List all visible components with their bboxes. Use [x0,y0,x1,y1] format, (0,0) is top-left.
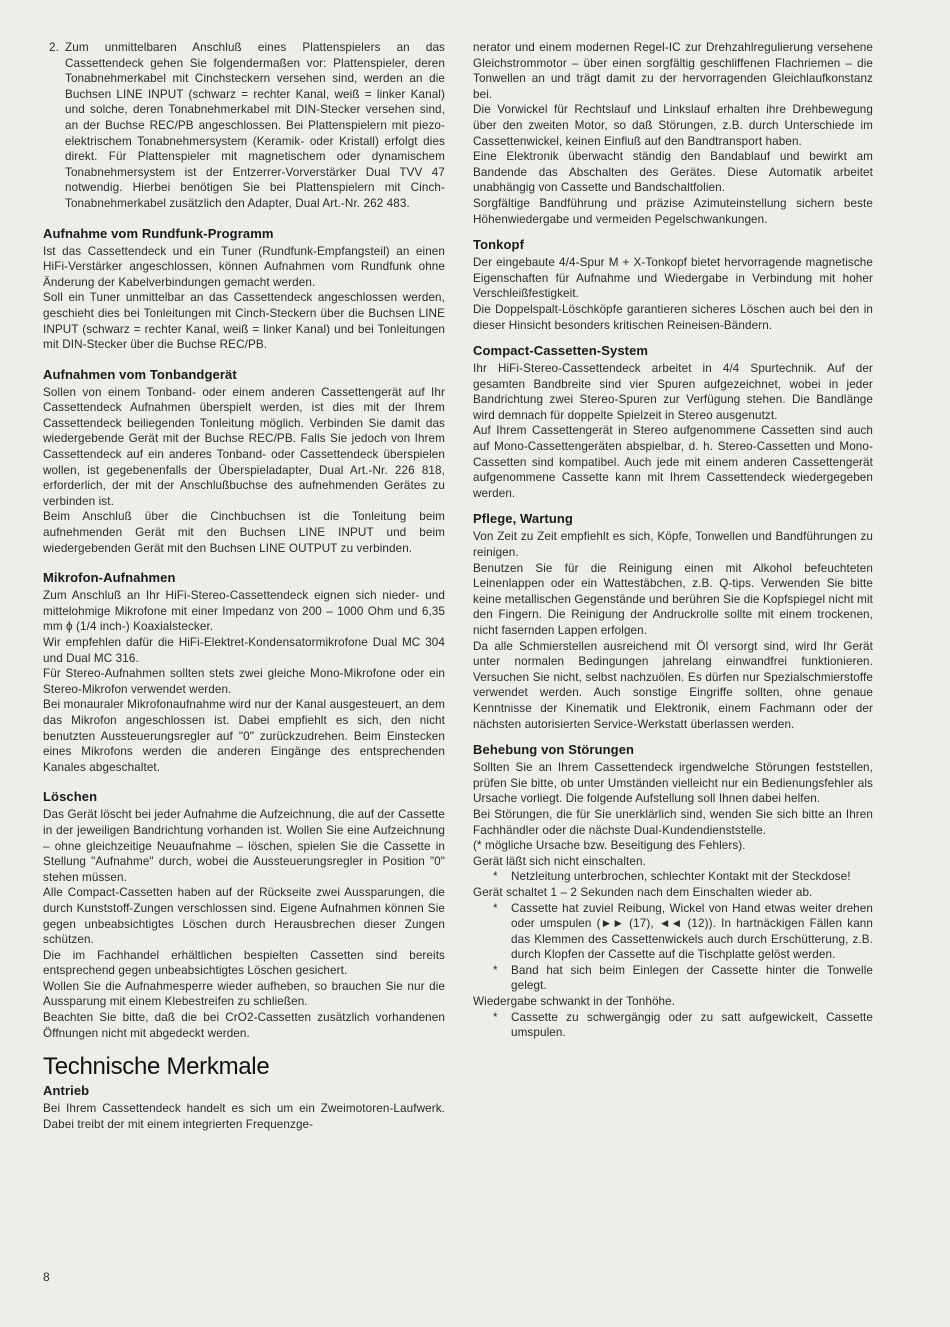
fault-line: Gerät schaltet 1 – 2 Sekunden nach dem Einschalten wieder ab. [473,885,813,899]
item-text: Zum unmittelbaren Anschluß eines Plattenspielers an das Cassettendeck gehen Sie folgendermaßen vor: Plattenspieler, deren Tonabnehmerkabel mit Cinchsteckern versehen sind, werden an die Buchsen LINE INPUT (schwarz = rechter Kanal, weiß = linker Kanal) und solche, deren Tonabnehmerkabel mit DIN-Stecker versehen sind, an der Buchse REC/PB angeschlossen. Bei Plattenspielern mit piezo-elektrischem Tonabnehmersystem (Keramik- oder Kristall) erfolgt dies direkt. Für Plattenspieler mit magnetischem oder dynamischem Tonabnehmersystem ist der Entzerrer-Vorverstärker Dual TVV 47 notwendig. Hierbei benötigen Sie bei Plattenspielern mit Cinch-Tonabnehmerkabel zusätzlich den Adapter, Dual Art.-Nr. 262 483. [65,41,445,210]
paragraph: Bei Ihrem Cassettendeck handelt es sich um ein Zweimotoren-Laufwerk. Dabei treibt der mit einem integrierten Frequenzge- [43,1102,445,1131]
paragraph: Beachten Sie bitte, daß die bei CrO2-Cassetten zusätzlich vorhandenen Öffnungen nicht mit abgedeckt werden. [43,1011,445,1040]
fault-line: Gerät läßt sich nicht einschalten. [473,854,646,868]
remedy-text: Cassette hat zuviel Reibung, Wickel von Hand etwas weiter drehen oder umspulen (►► (17), ◄◄ (12)). In hartnäckigen Fällen kann das Klemmen des Cassettenwickels auch durch Erschütterung, z.B. durch Klopfen der Cassette auf die Tischplatte gelöst werden. [511,901,873,962]
paragraph: Auf Ihrem Cassettengerät in Stereo aufgenommene Cassetten sind auch auf Mono-Cassettengeräten abspielbar, d. h. Stereo-Cassetten und Mono-Cassetten sind kompatibel. Auch jede mit einem anderen Cassettengerät aufgenommene Cassette kann mit Ihrem Cassettendeck wiedergegeben werden. [473,424,873,500]
paragraph: Wollen Sie die Aufnahmesperre wieder aufheben, so brauchen Sie nur die Aussparung mit einem Klebestreifen zu schließen. [43,979,445,1009]
paragraph: Beim Anschluß über die Cinchbuchsen ist die Tonleitung beim aufnehmenden Gerät mit den Buchsen LINE INPUT und beim wiedergebenden Gerät mit den Buchsen LINE OUTPUT zu verbinden. [43,510,445,555]
paragraph: Sorgfältige Bandführung und präzise Azimuteinstellung sichern beste Höhenwiedergabe und vermeiden Pegelschwankungen. [473,196,873,226]
paragraph: Ist das Cassettendeck und ein Tuner (Rundfunk-Empfangsteil) an einen HiFi-Verstärker angeschlossen, können Aufnahmen vom Rundfunk ohne Änderung der Kabelverbindungen gemacht werden. [43,244,445,289]
heading-antrieb: Antrieb [43,1083,90,1099]
heading-mikrofon: Mikrofon-Aufnahmen [43,570,176,586]
paragraph: Bei Störungen, die für Sie unerklärlich sind, wenden Sie sich bitte an Ihren Fachhändler oder die nächste Dual-Kundendienststelle. [473,807,873,837]
paragraph: Das Gerät löscht bei jeder Aufnahme die Aufzeichnung, die auf der Cassette in der jeweiligen Bandrichtung vorhanden ist. Wollen Sie eine Aufzeichnung – ohne gleichzeitige Neuaufnahme – löschen, spielen Sie die Cassette in Stellung "Aufnahme" durch, wobei die Aussteuerungsregler in Position "0" stehen müssen. [43,808,445,884]
paragraph: Soll ein Tuner unmittelbar an das Cassettendeck angeschlossen werden, geschieht dies bei Tonleitungen mit Cinch-Steckern über die Buchsen LINE INPUT (schwarz = rechter Kanal, weiß = linker Kanal) und bei Tonleitungen mit DIN-Stecker über die Buchse REC/PB. [43,291,445,352]
paragraph: Der eingebaute 4/4-Spur M + X-Tonkopf bietet hervorragende magnetische Eigenschaften für Aufnahme und Wiedergabe in Verbindung mit hoher Verschleißfestigkeit. [473,256,873,301]
heading-loeschen: Löschen [43,789,98,805]
remedy-item [473,1010,873,1041]
heading-compact-cassetten: Compact-Cassetten-System [473,343,649,359]
fault-line: Wiedergabe schwankt in der Tonhöhe. [473,995,676,1009]
asterisk: * [493,963,498,977]
asterisk: * [493,870,498,884]
paragraph: Ihr HiFi-Stereo-Cassettendeck arbeitet in 4/4 Spurtechnik. Auf der gesamten Bandbreite sind vier Spuren aufgezeichnet, wobei in jeder Bandrichtung zwei Stereo-Spuren zur Verfügung stehen. Die Bandlänge wird demnach für doppelte Spielzeit in Stereo ausgenutzt. [473,362,873,422]
paragraph: Für Stereo-Aufnahmen sollten stets zwei gleiche Mono-Mikrofone oder ein Stereo-Mikrofon verwendet werden. [43,667,445,696]
paragraph: Da alle Schmierstellen ausreichend mit Öl versorgt sind, wird Ihr Gerät unter normalen Bedingungen jahrelang einwandfrei funktionieren. Versuchen Sie nicht, selbst nachzuölen. Es dürfen nur Spezialschmierstoffe verwendet werden. Auch sonstige Eingriffe sollten, ohne genaue Kenntnisse der Kinematik und Elektronik, einem Fachmann oder der nächsten autorisierten Service-Werkstatt überlassen werden. [473,639,873,731]
page-number: 8 [43,1270,50,1284]
heading-rundfunk: Aufnahme vom Rundfunk-Programm [43,225,274,241]
paragraph: nerator und einem modernen Regel-IC zur Drehzahlregulierung versehene Gleichstrommotor – über einen sorgfältig geschliffenen Flachriemen – die Tonwellen an und trägt damit zu der hervorragenden Gleichlaufkonstanz bei. [473,41,873,101]
paragraph: Die Doppelspalt-Löschköpfe garantieren sicheres Löschen auch bei den in dieser Hinsicht besonders kritischen Reineisen-Bändern. [473,302,873,332]
heading-tonbandgeraet: Aufnahmen vom Tonbandgerät [43,366,237,382]
item-number: 2. [49,41,59,54]
remedy-item [473,901,873,963]
remedy-item [473,869,873,885]
main-heading: Technische Merkmale [43,1053,270,1081]
remedy-text: Cassette zu schwergängig oder zu satt aufgewickelt, Cassette umspulen. [511,1010,873,1040]
paragraph: Bei monauraler Mikrofonaufnahme wird nur der Kanal ausgesteuert, an dem das Mikrofon angeschlossen ist. Dabei empfiehlt es sich, den nicht benutzten Aussteuerungsregler auf "0" zurückzudrehen. Beim Einstecken eines Mikrofons werden die anderen Eingänge des entsprechenden Kanales abgeschaltet. [43,698,445,774]
remedy-item [473,963,873,994]
paragraph: Alle Compact-Cassetten haben auf der Rückseite zwei Aussparungen, die durch Kunststoff-Zungen verschlossen sind. Eigene Aufnahmen können Sie gegen unbeabsichtigtes Löschen durch Herausbrechen dieser Zungen schützen. [43,886,445,947]
left-column [43,40,445,1132]
remedy-text: Band hat sich beim Einlegen der Cassette hinter die Tonwelle gelegt. [511,963,873,993]
numbered-item-2 [43,40,445,212]
paragraph: Benutzen Sie für die Reinigung einen mit Alkohol befeuchteten Leinenlappen oder ein Wattestäbchen, z.B. Q-tips. Verwenden Sie bitte keine metallischen Gegenstände und berühren Sie die Kopfspiegel nicht mit den Fingern. Die Reinigung der Andruckrolle sollte mit einem trockenen, nicht fasernden Lappen erfolgen. [473,561,873,637]
paragraph: Eine Elektronik überwacht ständig den Bandablauf und bewirkt am Bandende das Abschalten des Gerätes. Diese Automatik arbeitet unabhängig von Cassette und Bandschaltfolien. [473,150,873,195]
paragraph: Von Zeit zu Zeit empfiehlt es sich, Köpfe, Tonwellen und Bandführungen zu reinigen. [473,530,873,560]
right-column [473,40,873,1041]
paragraph: Die Vorwickel für Rechtslauf und Linkslauf erhalten ihre Drehbewegung über den zweiten Motor, so daß Störungen, z.B. durch Unterschiede im Cassettenwickel, keinen Einfluß auf den Bandtransport haben. [473,103,873,148]
paragraph: Sollen von einem Tonband- oder einem anderen Cassettengerät auf Ihr Cassettendeck Aufnahmen überspielt werden, ist dies mit der Ihrem Cassettendeck beiliegenden Tonleitung möglich. Verbinden Sie damit das wiedergebende Gerät mit der Buchse REC/PB. Falls Sie jedoch von Ihrem Cassettendeck auf ein anderes Tonband- oder Cassettendeck überspielen wollen, ist gegebenenfalls der Überspieladapter, Dual Art.-Nr. 226 818, erforderlich, der mit der Anschlußbuchse des aufnehmenden Gerätes zu verbinden ist. [43,385,445,508]
paragraph: Die im Fachhandel erhältlichen bespielten Cassetten sind bereits entsprechend gegen unbeabsichtigtes Löschen gesichert. [43,948,445,978]
paragraph: Wir empfehlen dafür die HiFi-Elektret-Kondensatormikrofone Dual MC 304 und Dual MC 316. [43,636,445,665]
paragraph: (* mögliche Ursache bzw. Beseitigung des Fehlers). [473,839,746,853]
paragraph: Zum Anschluß an Ihr HiFi-Stereo-Cassettendeck eignen sich nieder- und mittelohmige Mikrofone mit einer Impedanz von 200 – 1000 Ohm und 6,35 mm ϕ (1/4 inch-) Koaxialstecker. [43,589,445,634]
heading-tonkopf: Tonkopf [473,237,524,253]
heading-pflege: Pflege, Wartung [473,511,573,527]
paragraph: Sollten Sie an Ihrem Cassettendeck irgendwelche Störungen feststellen, prüfen Sie bitte, ob unter Umständen vielleicht nur ein Bedienungsfehler als Ursache vorliegt. Die folgende Aufstellung soll Ihnen dabei helfen. [473,761,873,806]
asterisk: * [493,901,498,915]
asterisk: * [493,1010,498,1024]
remedy-text: Netzleitung unterbrochen, schlechter Kontakt mit der Steckdose! [511,870,851,884]
heading-stoerungen: Behebung von Störungen [473,742,635,758]
